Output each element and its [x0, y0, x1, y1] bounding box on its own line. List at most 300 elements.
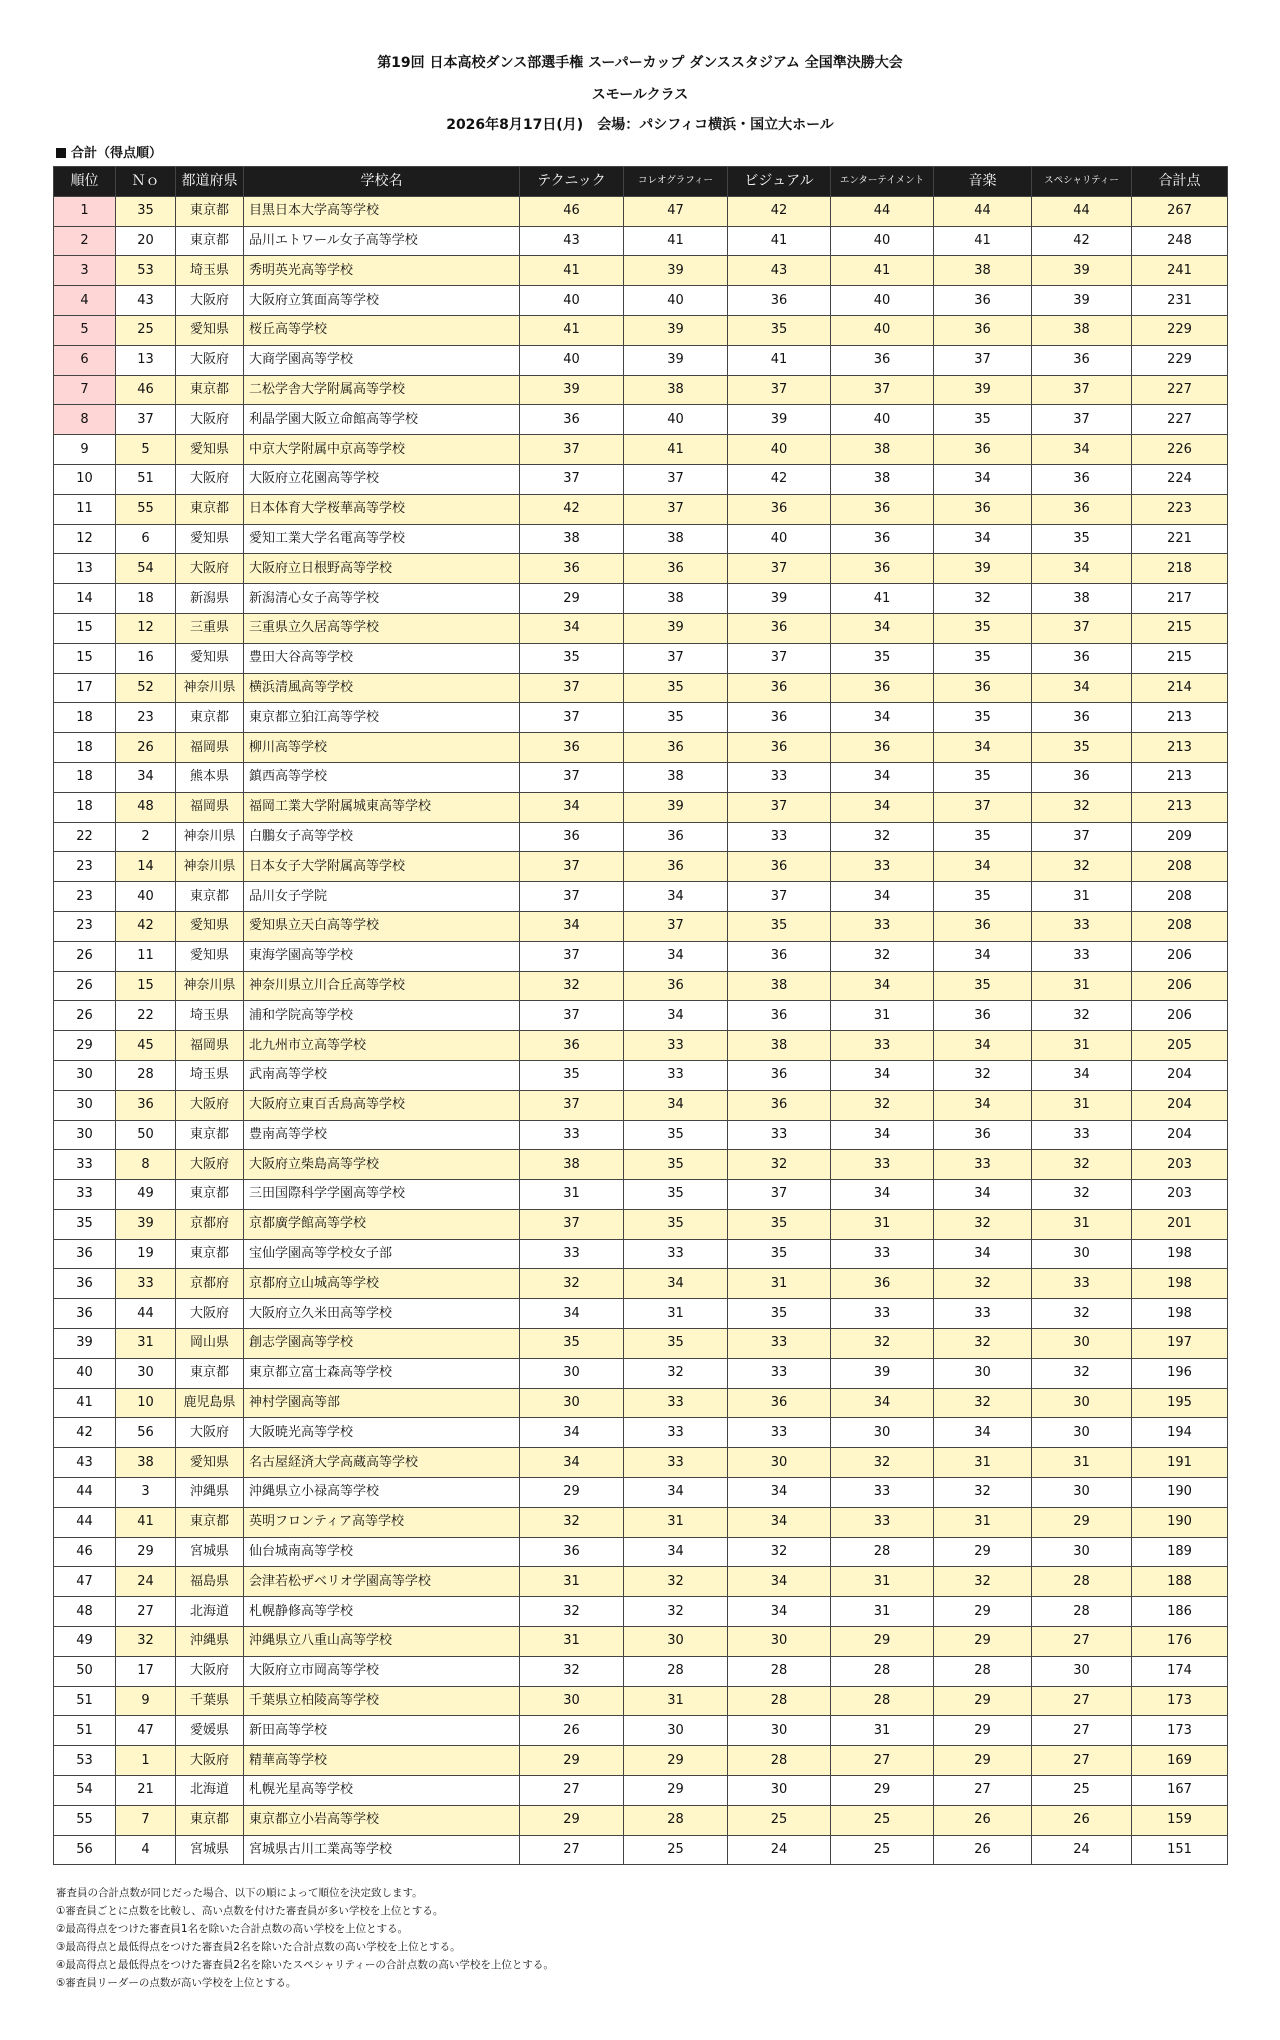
- technique-cell: 35: [520, 1060, 624, 1090]
- choreography-cell: 36: [624, 822, 728, 852]
- entertainment-cell: 40: [831, 405, 934, 435]
- prefecture-cell: 千葉県: [176, 1686, 244, 1716]
- column-header-no: Ｎｏ: [116, 167, 176, 197]
- music-cell: 34: [934, 1031, 1032, 1061]
- no-cell: 35: [116, 196, 176, 226]
- technique-cell: 37: [520, 703, 624, 733]
- entertainment-cell: 34: [831, 792, 934, 822]
- technique-cell: 37: [520, 1090, 624, 1120]
- speciality-cell: 37: [1032, 405, 1132, 435]
- entertainment-cell: 33: [831, 1031, 934, 1061]
- school-cell: 大阪府立久米田高等学校: [244, 1299, 520, 1329]
- prefecture-cell: 東京都: [176, 1805, 244, 1835]
- table-row: [54, 226, 1228, 256]
- entertainment-cell: 28: [831, 1656, 934, 1686]
- music-cell: 34: [934, 1418, 1032, 1448]
- rank-cell: 9: [54, 435, 116, 465]
- speciality-cell: 30: [1032, 1418, 1132, 1448]
- music-cell: 44: [934, 196, 1032, 226]
- rank-cell: 4: [54, 286, 116, 316]
- rank-cell: 36: [54, 1299, 116, 1329]
- prefecture-cell: 宮城県: [176, 1835, 244, 1865]
- choreography-cell: 31: [624, 1686, 728, 1716]
- entertainment-cell: 36: [831, 554, 934, 584]
- no-cell: 23: [116, 703, 176, 733]
- entertainment-cell: 31: [831, 1567, 934, 1597]
- choreography-cell: 38: [624, 762, 728, 792]
- choreography-cell: 37: [624, 494, 728, 524]
- technique-cell: 32: [520, 1656, 624, 1686]
- prefecture-cell: 新潟県: [176, 584, 244, 614]
- music-cell: 38: [934, 256, 1032, 286]
- total-cell: 208: [1132, 911, 1228, 941]
- visual-cell: 36: [728, 703, 831, 733]
- technique-cell: 40: [520, 286, 624, 316]
- rank-cell: 15: [54, 643, 116, 673]
- choreography-cell: 34: [624, 941, 728, 971]
- music-cell: 29: [934, 1537, 1032, 1567]
- table-row: [54, 762, 1228, 792]
- visual-cell: 25: [728, 1805, 831, 1835]
- speciality-cell: 28: [1032, 1597, 1132, 1627]
- no-cell: 16: [116, 643, 176, 673]
- total-cell: 197: [1132, 1329, 1228, 1359]
- total-cell: 204: [1132, 1120, 1228, 1150]
- table-row: [54, 435, 1228, 465]
- total-cell: 174: [1132, 1656, 1228, 1686]
- choreography-cell: 28: [624, 1656, 728, 1686]
- no-cell: 29: [116, 1537, 176, 1567]
- music-cell: 35: [934, 703, 1032, 733]
- no-cell: 32: [116, 1627, 176, 1657]
- speciality-cell: 27: [1032, 1627, 1132, 1657]
- music-cell: 34: [934, 852, 1032, 882]
- visual-cell: 36: [728, 673, 831, 703]
- total-cell: 227: [1132, 375, 1228, 405]
- technique-cell: 36: [520, 1537, 624, 1567]
- column-header-visual: ビジュアル: [728, 167, 831, 197]
- choreography-cell: 35: [624, 1150, 728, 1180]
- table-row: [54, 1001, 1228, 1031]
- no-cell: 1: [116, 1746, 176, 1776]
- entertainment-cell: 40: [831, 226, 934, 256]
- prefecture-cell: 愛知県: [176, 315, 244, 345]
- choreography-cell: 41: [624, 435, 728, 465]
- no-cell: 56: [116, 1418, 176, 1448]
- school-cell: 愛知県立天白高等学校: [244, 911, 520, 941]
- visual-cell: 33: [728, 822, 831, 852]
- technique-cell: 27: [520, 1776, 624, 1806]
- music-cell: 39: [934, 375, 1032, 405]
- prefecture-cell: 京都府: [176, 1269, 244, 1299]
- visual-cell: 40: [728, 435, 831, 465]
- rank-cell: 51: [54, 1716, 116, 1746]
- music-cell: 28: [934, 1656, 1032, 1686]
- prefecture-cell: 愛媛県: [176, 1716, 244, 1746]
- technique-cell: 37: [520, 882, 624, 912]
- choreography-cell: 39: [624, 613, 728, 643]
- technique-cell: 36: [520, 733, 624, 763]
- music-cell: 34: [934, 1239, 1032, 1269]
- technique-cell: 31: [520, 1180, 624, 1210]
- no-cell: 31: [116, 1329, 176, 1359]
- prefecture-cell: 神奈川県: [176, 971, 244, 1001]
- visual-cell: 37: [728, 554, 831, 584]
- note-line: ④最高得点と最低得点をつけた審査員2名を除いたスペシャリティーの合計点数の高い学校を上位とする。: [56, 1959, 554, 1971]
- speciality-cell: 24: [1032, 1835, 1132, 1865]
- visual-cell: 32: [728, 1150, 831, 1180]
- school-cell: 創志学園高等学校: [244, 1329, 520, 1359]
- total-cell: 221: [1132, 524, 1228, 554]
- music-cell: 29: [934, 1746, 1032, 1776]
- music-cell: 34: [934, 464, 1032, 494]
- prefecture-cell: 東京都: [176, 196, 244, 226]
- school-cell: 白鵬女子高等学校: [244, 822, 520, 852]
- prefecture-cell: 愛知県: [176, 941, 244, 971]
- entertainment-cell: 34: [831, 971, 934, 1001]
- speciality-cell: 32: [1032, 1001, 1132, 1031]
- section-heading: [56, 142, 162, 161]
- school-cell: 札幌光星高等学校: [244, 1776, 520, 1806]
- visual-cell: 39: [728, 405, 831, 435]
- music-cell: 29: [934, 1597, 1032, 1627]
- visual-cell: 30: [728, 1627, 831, 1657]
- rank-cell: 23: [54, 911, 116, 941]
- prefecture-cell: 大阪府: [176, 345, 244, 375]
- choreography-cell: 34: [624, 1478, 728, 1508]
- technique-cell: 29: [520, 1746, 624, 1776]
- total-cell: 206: [1132, 1001, 1228, 1031]
- entertainment-cell: 36: [831, 673, 934, 703]
- prefecture-cell: 愛知県: [176, 1448, 244, 1478]
- prefecture-cell: 大阪府: [176, 1746, 244, 1776]
- technique-cell: 35: [520, 1329, 624, 1359]
- entertainment-cell: 34: [831, 703, 934, 733]
- speciality-cell: 37: [1032, 822, 1132, 852]
- speciality-cell: 33: [1032, 1120, 1132, 1150]
- table-header-row: [54, 167, 1228, 197]
- school-cell: 東京都立小岩高等学校: [244, 1805, 520, 1835]
- note-line: ⑤審査員リーダーの点数が高い学校を上位とする。: [56, 1977, 297, 1989]
- rank-cell: 30: [54, 1060, 116, 1090]
- technique-cell: 29: [520, 584, 624, 614]
- choreography-cell: 35: [624, 1180, 728, 1210]
- no-cell: 9: [116, 1686, 176, 1716]
- no-cell: 47: [116, 1716, 176, 1746]
- visual-cell: 35: [728, 911, 831, 941]
- total-cell: 213: [1132, 733, 1228, 763]
- music-cell: 31: [934, 1448, 1032, 1478]
- prefecture-cell: 東京都: [176, 375, 244, 405]
- rank-cell: 39: [54, 1329, 116, 1359]
- music-cell: 36: [934, 673, 1032, 703]
- technique-cell: 37: [520, 464, 624, 494]
- total-cell: 190: [1132, 1507, 1228, 1537]
- table-row: [54, 1299, 1228, 1329]
- page-title: 第19回 日本高校ダンス部選手権 スーパーカップ ダンススタジアム 全国準決勝大会: [377, 55, 903, 71]
- school-cell: 沖縄県立八重山高等学校: [244, 1627, 520, 1657]
- total-cell: 248: [1132, 226, 1228, 256]
- visual-cell: 33: [728, 1120, 831, 1150]
- rank-cell: 40: [54, 1358, 116, 1388]
- entertainment-cell: 36: [831, 345, 934, 375]
- no-cell: 24: [116, 1567, 176, 1597]
- music-cell: 29: [934, 1686, 1032, 1716]
- table-row: [54, 1418, 1228, 1448]
- table-row: [54, 1776, 1228, 1806]
- rank-cell: 29: [54, 1031, 116, 1061]
- music-cell: 26: [934, 1835, 1032, 1865]
- column-header-rank: 順位: [54, 167, 116, 197]
- total-cell: 159: [1132, 1805, 1228, 1835]
- school-cell: 名古屋経済大学高蔵高等学校: [244, 1448, 520, 1478]
- visual-cell: 37: [728, 792, 831, 822]
- rank-cell: 35: [54, 1209, 116, 1239]
- visual-cell: 37: [728, 643, 831, 673]
- total-cell: 151: [1132, 1835, 1228, 1865]
- rank-cell: 12: [54, 524, 116, 554]
- table-row: [54, 1537, 1228, 1567]
- table-row: [54, 494, 1228, 524]
- total-cell: 204: [1132, 1060, 1228, 1090]
- tiebreak-notes: [56, 1884, 554, 1992]
- technique-cell: 30: [520, 1388, 624, 1418]
- choreography-cell: 36: [624, 554, 728, 584]
- school-cell: 秀明英光高等学校: [244, 256, 520, 286]
- music-cell: 35: [934, 882, 1032, 912]
- school-cell: 宮城県古川工業高等学校: [244, 1835, 520, 1865]
- technique-cell: 46: [520, 196, 624, 226]
- choreography-cell: 39: [624, 256, 728, 286]
- speciality-cell: 31: [1032, 1031, 1132, 1061]
- school-cell: 大商学園高等学校: [244, 345, 520, 375]
- entertainment-cell: 33: [831, 1478, 934, 1508]
- entertainment-cell: 40: [831, 286, 934, 316]
- no-cell: 53: [116, 256, 176, 286]
- total-cell: 208: [1132, 852, 1228, 882]
- music-cell: 34: [934, 941, 1032, 971]
- column-header-prefecture: 都道府県: [176, 167, 244, 197]
- total-cell: 186: [1132, 1597, 1228, 1627]
- school-cell: 神村学園高等部: [244, 1388, 520, 1418]
- entertainment-cell: 34: [831, 882, 934, 912]
- rank-cell: 51: [54, 1686, 116, 1716]
- entertainment-cell: 27: [831, 1746, 934, 1776]
- school-cell: 豊南高等学校: [244, 1120, 520, 1150]
- visual-cell: 38: [728, 1031, 831, 1061]
- entertainment-cell: 33: [831, 911, 934, 941]
- table-row: [54, 1448, 1228, 1478]
- table-row: [54, 941, 1228, 971]
- school-cell: 品川エトワール女子高等学校: [244, 226, 520, 256]
- table-row: [54, 1120, 1228, 1150]
- no-cell: 26: [116, 733, 176, 763]
- prefecture-cell: 東京都: [176, 882, 244, 912]
- visual-cell: 33: [728, 1358, 831, 1388]
- speciality-cell: 36: [1032, 703, 1132, 733]
- technique-cell: 34: [520, 613, 624, 643]
- visual-cell: 36: [728, 1388, 831, 1418]
- rank-cell: 26: [54, 1001, 116, 1031]
- prefecture-cell: 東京都: [176, 1239, 244, 1269]
- technique-cell: 34: [520, 1418, 624, 1448]
- total-cell: 198: [1132, 1299, 1228, 1329]
- entertainment-cell: 33: [831, 1239, 934, 1269]
- choreography-cell: 34: [624, 1269, 728, 1299]
- music-cell: 32: [934, 1269, 1032, 1299]
- rank-cell: 30: [54, 1090, 116, 1120]
- no-cell: 2: [116, 822, 176, 852]
- total-cell: 206: [1132, 941, 1228, 971]
- school-cell: 大阪府立市岡高等学校: [244, 1656, 520, 1686]
- school-cell: 神奈川県立川合丘高等学校: [244, 971, 520, 1001]
- school-cell: 仙台城南高等学校: [244, 1537, 520, 1567]
- speciality-cell: 31: [1032, 1090, 1132, 1120]
- rank-cell: 53: [54, 1746, 116, 1776]
- rank-cell: 2: [54, 226, 116, 256]
- school-cell: 新田高等学校: [244, 1716, 520, 1746]
- music-cell: 39: [934, 554, 1032, 584]
- rank-cell: 23: [54, 882, 116, 912]
- column-header-total: 合計点: [1132, 167, 1228, 197]
- choreography-cell: 38: [624, 584, 728, 614]
- choreography-cell: 38: [624, 524, 728, 554]
- entertainment-cell: 34: [831, 1060, 934, 1090]
- technique-cell: 37: [520, 1001, 624, 1031]
- music-cell: 34: [934, 1090, 1032, 1120]
- table-row: [54, 643, 1228, 673]
- no-cell: 22: [116, 1001, 176, 1031]
- total-cell: 208: [1132, 882, 1228, 912]
- technique-cell: 39: [520, 375, 624, 405]
- no-cell: 41: [116, 1507, 176, 1537]
- no-cell: 38: [116, 1448, 176, 1478]
- total-cell: 169: [1132, 1746, 1228, 1776]
- visual-cell: 35: [728, 315, 831, 345]
- visual-cell: 32: [728, 1537, 831, 1567]
- rank-cell: 33: [54, 1180, 116, 1210]
- column-header-technique: テクニック: [520, 167, 624, 197]
- total-cell: 196: [1132, 1358, 1228, 1388]
- choreography-cell: 32: [624, 1567, 728, 1597]
- visual-cell: 36: [728, 1090, 831, 1120]
- visual-cell: 36: [728, 941, 831, 971]
- prefecture-cell: 東京都: [176, 1120, 244, 1150]
- entertainment-cell: 44: [831, 196, 934, 226]
- total-cell: 204: [1132, 1090, 1228, 1120]
- prefecture-cell: 東京都: [176, 226, 244, 256]
- total-cell: 227: [1132, 405, 1228, 435]
- speciality-cell: 39: [1032, 256, 1132, 286]
- no-cell: 40: [116, 882, 176, 912]
- table-row: [54, 911, 1228, 941]
- music-cell: 30: [934, 1358, 1032, 1388]
- visual-cell: 24: [728, 1835, 831, 1865]
- speciality-cell: 30: [1032, 1239, 1132, 1269]
- entertainment-cell: 29: [831, 1776, 934, 1806]
- total-cell: 203: [1132, 1180, 1228, 1210]
- visual-cell: 36: [728, 286, 831, 316]
- school-cell: 精華高等学校: [244, 1746, 520, 1776]
- music-cell: 32: [934, 1209, 1032, 1239]
- choreography-cell: 40: [624, 405, 728, 435]
- entertainment-cell: 36: [831, 1269, 934, 1299]
- rank-cell: 56: [54, 1835, 116, 1865]
- technique-cell: 33: [520, 1120, 624, 1150]
- technique-cell: 31: [520, 1567, 624, 1597]
- music-cell: 35: [934, 613, 1032, 643]
- table-row: [54, 1746, 1228, 1776]
- total-cell: 189: [1132, 1537, 1228, 1567]
- table-row: [54, 1716, 1228, 1746]
- prefecture-cell: 神奈川県: [176, 822, 244, 852]
- rank-cell: 23: [54, 852, 116, 882]
- choreography-cell: 33: [624, 1239, 728, 1269]
- technique-cell: 36: [520, 554, 624, 584]
- choreography-cell: 33: [624, 1031, 728, 1061]
- prefecture-cell: 大阪府: [176, 1090, 244, 1120]
- total-cell: 206: [1132, 971, 1228, 1001]
- choreography-cell: 40: [624, 286, 728, 316]
- table-row: [54, 673, 1228, 703]
- school-cell: 大阪府立花園高等学校: [244, 464, 520, 494]
- technique-cell: 37: [520, 762, 624, 792]
- music-cell: 35: [934, 762, 1032, 792]
- school-cell: 利晶学園大阪立命館高等学校: [244, 405, 520, 435]
- choreography-cell: 28: [624, 1805, 728, 1835]
- technique-cell: 32: [520, 1507, 624, 1537]
- choreography-cell: 35: [624, 673, 728, 703]
- speciality-cell: 36: [1032, 762, 1132, 792]
- music-cell: 31: [934, 1507, 1032, 1537]
- rank-cell: 10: [54, 464, 116, 494]
- school-cell: 愛知工業大学名電高等学校: [244, 524, 520, 554]
- choreography-cell: 30: [624, 1716, 728, 1746]
- prefecture-cell: 福岡県: [176, 792, 244, 822]
- entertainment-cell: 30: [831, 1418, 934, 1448]
- no-cell: 20: [116, 226, 176, 256]
- prefecture-cell: 愛知県: [176, 524, 244, 554]
- choreography-cell: 36: [624, 971, 728, 1001]
- rank-cell: 49: [54, 1627, 116, 1657]
- total-cell: 198: [1132, 1269, 1228, 1299]
- table-row: [54, 1150, 1228, 1180]
- school-cell: 沖縄県立小禄高等学校: [244, 1478, 520, 1508]
- prefecture-cell: 福岡県: [176, 1031, 244, 1061]
- choreography-cell: 39: [624, 315, 728, 345]
- speciality-cell: 36: [1032, 345, 1132, 375]
- total-cell: 167: [1132, 1776, 1228, 1806]
- speciality-cell: 35: [1032, 733, 1132, 763]
- no-cell: 12: [116, 613, 176, 643]
- school-cell: 大阪暁光高等学校: [244, 1418, 520, 1448]
- speciality-cell: 34: [1032, 673, 1132, 703]
- choreography-cell: 34: [624, 1090, 728, 1120]
- entertainment-cell: 31: [831, 1001, 934, 1031]
- visual-cell: 37: [728, 1180, 831, 1210]
- choreography-cell: 29: [624, 1746, 728, 1776]
- school-cell: 東京都立狛江高等学校: [244, 703, 520, 733]
- technique-cell: 34: [520, 792, 624, 822]
- table-row: [54, 1507, 1228, 1537]
- school-cell: 横浜清風高等学校: [244, 673, 520, 703]
- speciality-cell: 34: [1032, 435, 1132, 465]
- school-cell: 千葉県立柏陵高等学校: [244, 1686, 520, 1716]
- technique-cell: 41: [520, 256, 624, 286]
- visual-cell: 36: [728, 494, 831, 524]
- school-cell: 英明フロンティア高等学校: [244, 1507, 520, 1537]
- music-cell: 32: [934, 1478, 1032, 1508]
